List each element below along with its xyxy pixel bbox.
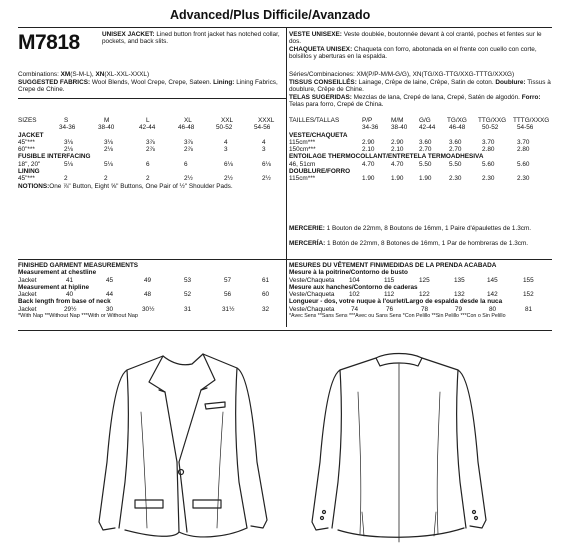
size-cell: S [64, 117, 69, 124]
size-cell: XXXL [258, 117, 275, 124]
cell: 80 [489, 305, 497, 313]
cell: 2.70 [449, 146, 462, 154]
cell: 135 [454, 276, 465, 284]
cell: 1.90 [362, 175, 375, 183]
chest-cell: 38-40 [98, 124, 115, 132]
cell: 2⅞ [146, 146, 155, 154]
cell: 3.70 [517, 138, 530, 146]
tissus-conseilles: TISSUS CONSEILLÉS: Lainage, Crêpe de laine, Crêpe, Satin de coton. Doublure: Tissus à doublure, Crêpe de Chine. [289, 79, 551, 94]
row-label: 115cm*** [289, 175, 316, 183]
cell: 57 [224, 276, 232, 284]
mercerie: MERCERIE: 1 Bouton de 22mm, 8 Boutons de 16mm, 1 Paire d'épaulettes de 1.3cm. [289, 225, 532, 232]
cell: 3 [262, 146, 266, 154]
size-cell: TG/XG [447, 117, 467, 124]
cell: 125 [419, 276, 430, 284]
cell: 6 [146, 160, 150, 168]
yardage-table-right [289, 117, 551, 183]
measure-row [289, 291, 551, 298]
size-cell: TTTG/XXXG [513, 117, 550, 124]
cell: 102 [349, 291, 360, 299]
header-rule [18, 27, 552, 28]
cell: 4 [262, 138, 266, 146]
cell: 30 [106, 305, 114, 313]
size-cell: XXL [221, 117, 234, 124]
cell: 3.60 [449, 138, 462, 146]
collar [163, 354, 203, 365]
cell: 5⅛ [104, 160, 113, 168]
cell: 42-44 [419, 124, 436, 132]
hipline-label: Measurement at hipline [18, 283, 90, 291]
button [179, 470, 184, 475]
cell: 5.50 [419, 160, 432, 168]
nap-note: *With Nap **Without Nap ***With or Without Nap [18, 313, 139, 320]
row-label: 45"*** [18, 175, 35, 183]
cell: 60 [262, 291, 270, 299]
series-combinations: Séries/Combinaciones: XM(P/P-M/M-G/G), XN(TG/XG-TTG/XXG-TTTG/XXXG) [289, 71, 515, 78]
cell: 2.10 [362, 146, 375, 154]
cell: 4 [224, 138, 228, 146]
cell: 122 [419, 291, 430, 299]
merceria: MERCERÍA: 1 Botón de 22mm, 8 Botones de 16mm, 1 Par de hombreras de 1.3cm. [289, 240, 529, 247]
row-label: 46, 51cm [289, 160, 316, 168]
cell: 44 [106, 291, 114, 299]
size-cell: G/G [419, 117, 431, 124]
sizes-label: SIZES [18, 117, 37, 124]
cell: 2.10 [391, 146, 404, 154]
cell: 5.60 [482, 160, 495, 168]
cell: 145 [487, 276, 498, 284]
divider [286, 259, 552, 260]
cell: 2.30 [517, 175, 530, 183]
cell: 152 [523, 291, 534, 299]
chest-row [289, 124, 551, 131]
cell: 2⅛ [104, 146, 113, 154]
cell: 104 [349, 276, 360, 284]
cell: 81 [525, 305, 533, 313]
cell: 142 [487, 291, 498, 299]
notions: NOTIONS: One ⅞" Button, Eight ⅝" Buttons, One Pair of ½" Shoulder Pads. [18, 182, 233, 190]
chest-cell: 46-48 [178, 124, 195, 132]
size-cell: M [104, 117, 110, 124]
cell: 78 [421, 305, 429, 313]
jacket-back-illustration [300, 352, 500, 550]
row-label: 115cm*** [289, 138, 316, 146]
longueur-label: Longueur - dos, votre nuque à l'ourlet/Largo de espalda desde la nuca [289, 298, 503, 306]
chest-pocket [205, 402, 225, 409]
row-label: Jacket [18, 291, 37, 299]
cell: 5⅛ [64, 160, 73, 168]
jacket-front-illustration [85, 352, 285, 550]
cell: 1.90 [391, 175, 404, 183]
entoilage-section-label: ENTOILAGE THERMOCOLLANT/ENTRETELA TERMOADHESIVA [289, 153, 484, 161]
cell: 46-48 [449, 124, 466, 132]
finished-measurements-left [18, 262, 286, 320]
yardage-table-left [18, 117, 286, 190]
sens-note: *Avec Sens **Sans Sens ***Avec ou Sans Sens *Con Pelillo **Sin Pelillo ***Con o Sin Pelillo [289, 313, 506, 320]
divider [18, 259, 286, 260]
cell: 5.50 [449, 160, 462, 168]
telas-sugeridas: TELAS SUGERIDAS: Mezclas de lana, Crepé de lana, Crepé, Satén de algodón. Forro: Telas para forro, Crepé de China. [289, 94, 541, 109]
cell: 2 [104, 175, 108, 183]
cell: 31½ [222, 305, 235, 313]
cell: 2.70 [419, 146, 432, 154]
chest-cell: 42-44 [139, 124, 156, 132]
yardage-row [289, 139, 551, 146]
chest-cell: 54-56 [254, 124, 271, 132]
cell: 4.70 [391, 160, 404, 168]
size-cell: M/M [391, 117, 404, 124]
cell: 2⅛ [64, 146, 73, 154]
row-label: Veste/Chaqueta [289, 276, 335, 284]
cell: 112 [384, 291, 395, 299]
jacket-description: UNISEX JACKET: Lined button front jacket has notched collar, pockets, and back slits. [102, 31, 280, 46]
page-title: Advanced/Plus Difficile/Avanzado [170, 8, 371, 22]
cell: 2½ [224, 175, 233, 183]
cell: 2½ [262, 175, 271, 183]
cell: 3.70 [482, 138, 495, 146]
cell: 2.30 [482, 175, 495, 183]
cell: 61 [262, 276, 270, 284]
cell: 32 [262, 305, 270, 313]
back-slit-right [434, 512, 436, 536]
cell: 3⅞ [184, 138, 193, 146]
tailles-row [289, 117, 551, 124]
row-label: 45"*** [18, 138, 35, 146]
footer-rule [18, 330, 552, 331]
lapel-left [149, 356, 177, 462]
suggested-fabrics: SUGGESTED FABRICS: Wool Blends, Wool Crepe, Crepe, Sateen. Lining: Lining Fabrics, Crepe de Chine. [18, 79, 278, 94]
cell: 5.60 [517, 160, 530, 168]
jacket-section-label: JACKET [18, 131, 44, 139]
cell: 74 [351, 305, 359, 313]
cell: 29½ [64, 305, 77, 313]
size-cell: L [146, 117, 150, 124]
chest-row [18, 124, 286, 131]
cell: 155 [523, 276, 534, 284]
chest-cell: 50-52 [216, 124, 233, 132]
row-label: Jacket [18, 305, 37, 313]
fusible-section-label: FUSIBLE INTERFACING [18, 153, 91, 161]
finished-measurements-right [289, 262, 551, 320]
yardage-row [18, 175, 286, 182]
cell: 3⅛ [64, 138, 73, 146]
chestline-label: Measurement at chestline [18, 269, 97, 277]
cell: 4.70 [362, 160, 375, 168]
cell: 34-36 [362, 124, 379, 132]
cell: 41 [66, 276, 74, 284]
cell: 132 [454, 291, 465, 299]
cell: 50-52 [482, 124, 499, 132]
cell: 2.90 [362, 138, 375, 146]
cell: 2.30 [449, 175, 462, 183]
cell: 1.90 [419, 175, 432, 183]
veste-section-label: VESTE/CHAQUETA [289, 131, 348, 139]
lapel-right [179, 354, 215, 462]
cell: 40 [66, 291, 74, 299]
back-slit-left [362, 512, 364, 536]
cell: 2 [64, 175, 68, 183]
yardage-row [289, 161, 551, 168]
row-label: Jacket [18, 276, 37, 284]
veste-description: VESTE UNISEXE: Veste doublée, boutonnée devant à col cranté, poches et fentes sur le dos. [289, 31, 542, 46]
cell: 3⅞ [146, 138, 155, 146]
cell: 45 [106, 276, 114, 284]
chaqueta-description: CHAQUETA UNISEX: Chaqueta con forro, abotonada en el frente con cuello con corte, bolsillos y aberturas en la espalda. [289, 46, 537, 61]
size-cell: XL [184, 117, 192, 124]
cell: 76 [386, 305, 394, 313]
yardage-row [18, 146, 286, 153]
measure-row [18, 306, 286, 313]
yardage-row [18, 161, 286, 168]
yardage-row [289, 146, 551, 153]
cell: 3⅛ [104, 138, 113, 146]
hip-pocket-right [193, 500, 221, 508]
row-label: Veste/Chaqueta [289, 305, 335, 313]
cell: 79 [455, 305, 463, 313]
measure-row [289, 306, 551, 313]
size-cell: TTG/XXG [478, 117, 507, 124]
poitrine-label: Mesure à la poitrine/Contorno de busto [289, 269, 408, 277]
row-label: Veste/Chaqueta [289, 291, 335, 299]
cell: 6⅛ [224, 160, 233, 168]
cell: 2⅞ [184, 146, 193, 154]
chest-cell: 34-36 [59, 124, 76, 132]
mesures-heading: MESURES DU VÊTEMENT FINI/MEDIDAS DE LA PRENDA ACABADA [289, 262, 497, 269]
cell: 3.60 [419, 138, 432, 146]
measure-row [289, 277, 551, 284]
cell: 6⅛ [262, 160, 271, 168]
measure-row [18, 291, 286, 298]
cell: 54-56 [517, 124, 534, 132]
cell: 56 [224, 291, 232, 299]
row-label: 60"*** [18, 146, 35, 154]
lining-section-label: LINING [18, 168, 40, 176]
cell: 52 [184, 291, 192, 299]
tailles-label: TAILLES/TALLAS [289, 117, 340, 124]
finished-heading: FINISHED GARMENT MEASUREMENTS [18, 262, 139, 269]
cell: 2.80 [482, 146, 495, 154]
measure-row [18, 277, 286, 284]
backlength-label: Back length from base of neck [18, 298, 111, 306]
hanches-label: Mesure aux hanches/Contorno de caderas [289, 283, 418, 291]
cell: 30½ [142, 305, 155, 313]
cell: 6 [184, 160, 188, 168]
cell: 2½ [184, 175, 193, 183]
column-divider [286, 27, 287, 327]
cell: 2.90 [391, 138, 404, 146]
cell: 3 [224, 146, 228, 154]
row-label: 18", 20" [18, 160, 41, 168]
cell: 2 [146, 175, 150, 183]
cell: 49 [144, 276, 152, 284]
yardage-row [289, 175, 551, 182]
cell: 38-40 [391, 124, 408, 132]
cell: 48 [144, 291, 152, 299]
cell: 2.80 [517, 146, 530, 154]
body-outline [99, 356, 163, 530]
hip-pocket-left [135, 500, 163, 508]
combinations: Combinations: XM(S-M-L), XN(XL-XXL-XXXL) [18, 71, 150, 78]
doublure-section-label: DOUBLURE/FORRO [289, 168, 351, 176]
divider [18, 98, 286, 99]
yardage-row [18, 139, 286, 146]
sizes-row [18, 117, 286, 124]
size-cell: P/P [362, 117, 373, 124]
cell: 115 [384, 276, 395, 284]
cell: 31 [184, 305, 192, 313]
cell: 53 [184, 276, 192, 284]
pattern-code: M7818 [18, 31, 80, 54]
row-label: 150cm*** [289, 146, 316, 154]
